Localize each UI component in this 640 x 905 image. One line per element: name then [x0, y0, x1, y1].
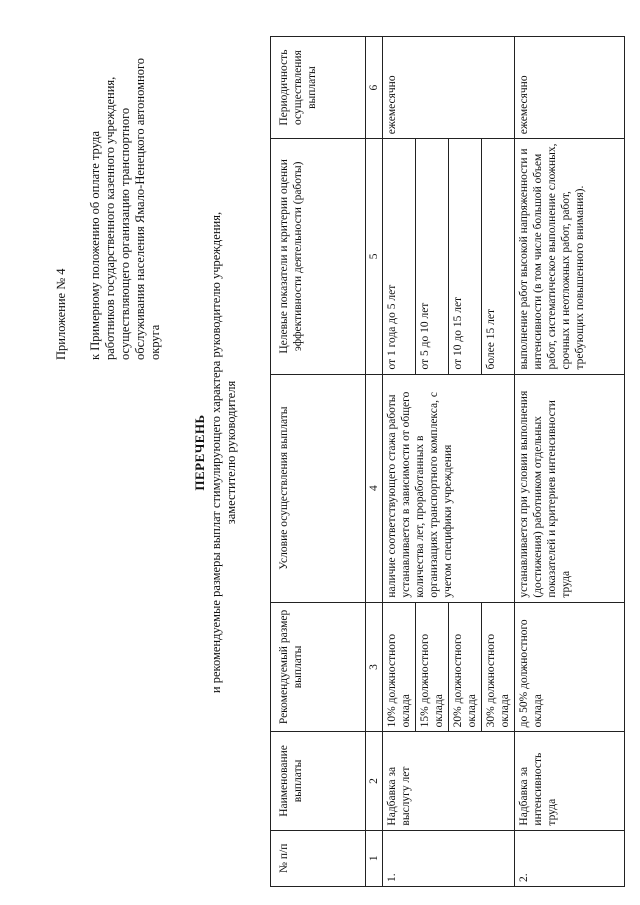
subtitle-line: заместителю руководителя: [224, 380, 238, 525]
column-number: 6: [366, 37, 383, 139]
size-option: 10% должностного оклада: [383, 603, 416, 732]
header-name: Наименование выплаты: [271, 732, 366, 830]
row-condition: наличие соответствующего стажа работы устанавливается в зависимости от общего количества лет, проработанных в организациях транспортного комплекса, с учетом специфики учреждения: [383, 374, 515, 602]
size-option: 15% должностного оклада: [416, 603, 449, 732]
row-size: до 50% должностного оклада: [515, 602, 625, 732]
approval-line: работников государственного казенного учреждения,: [103, 76, 117, 360]
table-row: [515, 37, 625, 887]
criteria-option: от 10 до 15 лет: [449, 139, 482, 373]
row-number: 1.: [383, 830, 515, 886]
column-numbers-row: [366, 37, 383, 887]
appendix-label: Приложение № 4: [54, 268, 68, 360]
row-number: 2.: [515, 830, 625, 886]
approval-line: обслуживания населения Ямало-Ненецкого автономного: [133, 57, 147, 360]
approval-line: округа: [148, 324, 162, 360]
size-option: 30% должностного оклада: [485, 633, 511, 728]
row-criteria: выполнение работ высокой напряженности и интенсивности (в том числе большой объем работ, систематическое выполнение сложных, срочных и неотложных работ, работ, требующих повышенного внимания).: [515, 139, 625, 374]
row-condition: устанавливается при условии выполнения (достижения) работником отдельных показателей и критериев интенсивности труда: [515, 374, 625, 602]
criteria-option: от 1 года до 5 лет: [383, 139, 416, 373]
header-size: Рекомендуемый размер выплаты: [271, 602, 366, 732]
column-number: 3: [366, 602, 383, 732]
header-period: Периодичность осуществления выплаты: [271, 37, 366, 139]
document-title: ПЕРЕЧЕНЬ: [192, 414, 207, 491]
row-criteria: [383, 139, 515, 374]
column-number: 1: [366, 830, 383, 886]
column-number: 4: [366, 374, 383, 602]
row-period: ежемесячно: [383, 37, 515, 139]
column-number: 5: [366, 139, 383, 374]
header-condition: Условие осуществления выплаты: [271, 374, 366, 602]
table-row: [383, 37, 515, 887]
document-subtitle: [209, 0, 239, 905]
row-name: Надбавка за интенсивность труда: [515, 732, 625, 830]
column-number: 2: [366, 732, 383, 830]
subtitle-line: и рекомендуемые размеры выплат стимулирующего характера руководителю учреждения,: [209, 211, 223, 694]
criteria-option: более 15 лет: [485, 309, 497, 370]
approval-line: к Примерному положению об оплате труда: [88, 130, 102, 360]
criteria-option: от 5 до 10 лет: [416, 139, 449, 373]
row-sizes: [383, 602, 515, 732]
size-option: 20% должностного оклада: [449, 603, 482, 732]
row-name: Надбавка за выслугу лет: [383, 732, 515, 830]
table-header-row: [271, 37, 366, 887]
approval-text: [88, 30, 163, 360]
row-period: ежемесячно: [515, 37, 625, 139]
payments-table: [270, 36, 625, 887]
header-number: № п/п: [271, 830, 366, 886]
approval-line: осуществляющего организацию транспортного: [118, 107, 132, 360]
header-criteria: Целевые показатели и критерии оценки эффективности деятельности (работы): [271, 139, 366, 374]
